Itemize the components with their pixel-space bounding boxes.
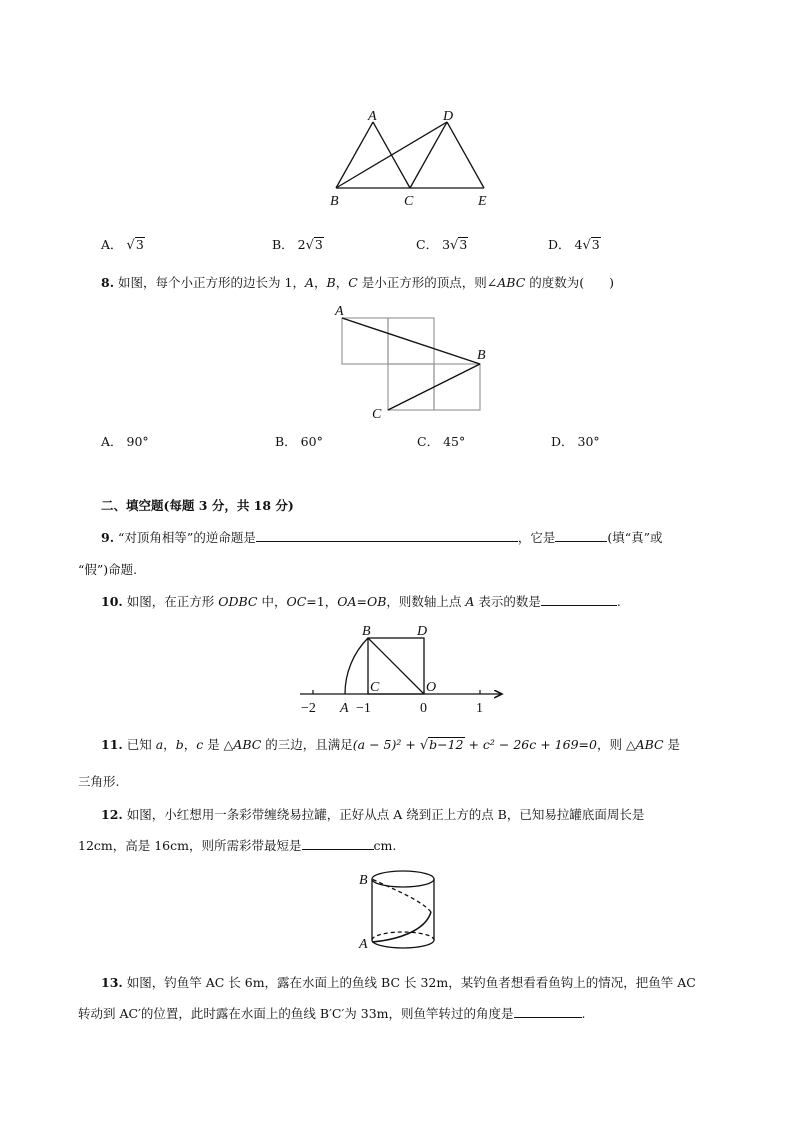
radical-sign: √ [582,238,591,253]
question-text: “对顶角相等”的逆命题是 [118,530,256,545]
section-title: 二、填空题(每题 3 分，共 18 分) [101,498,294,513]
question-text: 是 [663,737,681,752]
option-radicand: 3 [459,237,468,252]
segment-de [447,122,484,188]
var-a: a [155,737,164,752]
question-text: 如图，小红想用一条彩带缠绕易拉罐，正好从点 A 绕到正上方的点 B，已知易拉罐底面周长是 [126,807,645,822]
label-e: E [478,194,487,209]
answer-blank[interactable] [302,836,374,850]
tick-label-0: 0 [420,701,427,716]
grid-square [388,364,434,410]
q8-option-b[interactable] [275,432,323,450]
option-radicand: 3 [135,237,144,252]
question-number: 10. [101,594,123,609]
radical-sign: √ [450,238,459,253]
var-a: A [304,275,315,290]
triangle-name: ABC [635,737,664,752]
q12-question-line2 [78,836,396,854]
q7-option-d[interactable] [548,235,601,253]
question-text: ，它是 [517,530,556,545]
answer-blank[interactable] [555,528,607,542]
option-letter: D． [548,237,571,252]
seg-oc: OC [286,594,307,609]
option-letter: C． [417,434,440,449]
label-a: A [340,701,349,716]
q8-option-d[interactable] [551,432,600,450]
question-number: 8. [101,275,115,290]
triangle-figure-q7 [320,100,500,215]
option-coef: 4 [574,237,583,252]
label-b: B [330,194,339,209]
grid-square [342,318,388,364]
q10-question [101,592,621,610]
option-radicand: 3 [591,237,600,252]
seg-ob: OB [366,594,387,609]
q7-option-a[interactable] [101,235,145,253]
sep: ， [314,275,327,290]
period: . [581,1006,586,1021]
option-value: 30° [577,434,600,449]
question-text: 中， [257,594,287,609]
question-text: 如图，每个小正方形的边长为 1， [118,275,305,290]
question-text: 的三边，且满足 [261,737,353,752]
label-a: A [368,109,377,124]
q11-question-line2: 三角形. [78,774,120,789]
q9-question [101,528,663,546]
triangle-name: ABC [233,737,262,752]
question-text: 的度数为( ) [525,275,615,290]
tick-label-1: 1 [476,701,483,716]
expression: + c² − 26c + 169=0 [464,737,597,752]
question-text: ，则 △ [596,737,636,752]
seg-oa: OA [337,594,357,609]
option-radicand: 3 [314,237,323,252]
var-b: B [326,275,336,290]
option-value: 60° [300,434,323,449]
label-c: C [404,194,414,209]
answer-blank[interactable] [256,528,518,542]
question-text: 已知 [126,737,156,752]
option-letter: A． [101,237,123,252]
option-letter: A． [101,434,123,449]
tick-label-m1: −1 [356,701,371,716]
q13-question-line2 [78,1004,586,1022]
answer-blank[interactable] [541,592,617,606]
var-c: c [196,737,204,752]
segment-dc [410,122,447,188]
point-a: A [465,594,475,609]
label-d: D [417,624,428,639]
square-name: ODBC [218,594,258,609]
q8-option-a[interactable] [101,432,149,450]
cylinder-figure-q12 [355,862,450,957]
grid-square [434,364,480,410]
tick-label-m2: −2 [301,701,316,716]
question-text: cm. [373,838,397,853]
cylinder-top [372,871,434,887]
segment-ab [342,318,480,364]
option-coef: 2 [297,237,306,252]
answer-blank[interactable] [514,1004,582,1018]
question-number: 11. [101,737,123,752]
question-text: ，则数轴上点 [386,594,466,609]
label-o: O [426,680,437,695]
option-letter: C． [416,237,439,252]
question-text: 是小正方形的顶点，则∠ [357,275,498,290]
q12-question [101,805,644,823]
segment-bd [336,122,447,188]
period: . [616,594,621,609]
radical-sign: √ [419,738,429,753]
arc-ba [345,638,368,694]
question-number: 9. [101,530,115,545]
question-text: 是 △ [203,737,234,752]
label-d: D [443,109,454,124]
option-letter: D． [551,434,574,449]
question-text: 12cm，高是 16cm，则所需彩带最短是 [78,838,302,853]
option-value: 90° [126,434,149,449]
radical-sign: √ [305,238,314,253]
q7-option-c[interactable] [416,235,468,253]
equals: = [356,594,367,609]
sep: ， [335,275,349,290]
sep: ， [183,737,197,752]
q8-question [101,273,614,291]
label-a: A [359,937,368,952]
label-a: A [335,304,344,319]
var-c: C [348,275,358,290]
question-text: (填“真”或 [607,530,663,545]
option-coef: 3 [442,237,451,252]
question-text: 表示的数是 [474,594,541,609]
q7-option-b[interactable] [272,235,324,253]
question-text: 转动到 AC′的位置，此时露在水面上的鱼线 B′C′为 33m，则鱼竿转过的角度是 [78,1006,514,1021]
grid-figure-q8 [330,298,500,426]
angle-name: ABC [497,275,526,290]
question-number: 12. [101,807,123,822]
q9-question-line2: “假”)命题. [78,562,138,577]
radicand: b−12 [429,737,464,752]
question-number: 13. [101,975,123,990]
option-value: 45° [443,434,466,449]
question-text: 如图，在正方形 [126,594,219,609]
label-b: B [477,348,486,363]
question-text: 如图，钓鱼竿 AC 长 6m，露在水面上的鱼线 BC 长 32m，某钓鱼者想看看鱼钩上的情况，把鱼竿 AC [126,975,696,990]
option-letter: B． [272,237,294,252]
label-b: B [359,873,368,888]
option-letter: B． [275,434,297,449]
q8-option-c[interactable] [417,432,465,450]
var-b: b [175,737,184,752]
expression: (a − 5)² + [352,737,420,752]
ribbon-front [372,912,431,942]
label-c: C [372,407,382,422]
question-text: =1， [306,594,338,609]
q13-question [101,973,696,991]
segment-ab [336,122,373,188]
label-c: C [370,680,380,695]
sep: ， [163,737,176,752]
number-line-figure-q10 [296,618,508,718]
q11-question [101,735,680,753]
label-b: B [362,624,371,639]
radical-sign: √ [126,238,135,253]
